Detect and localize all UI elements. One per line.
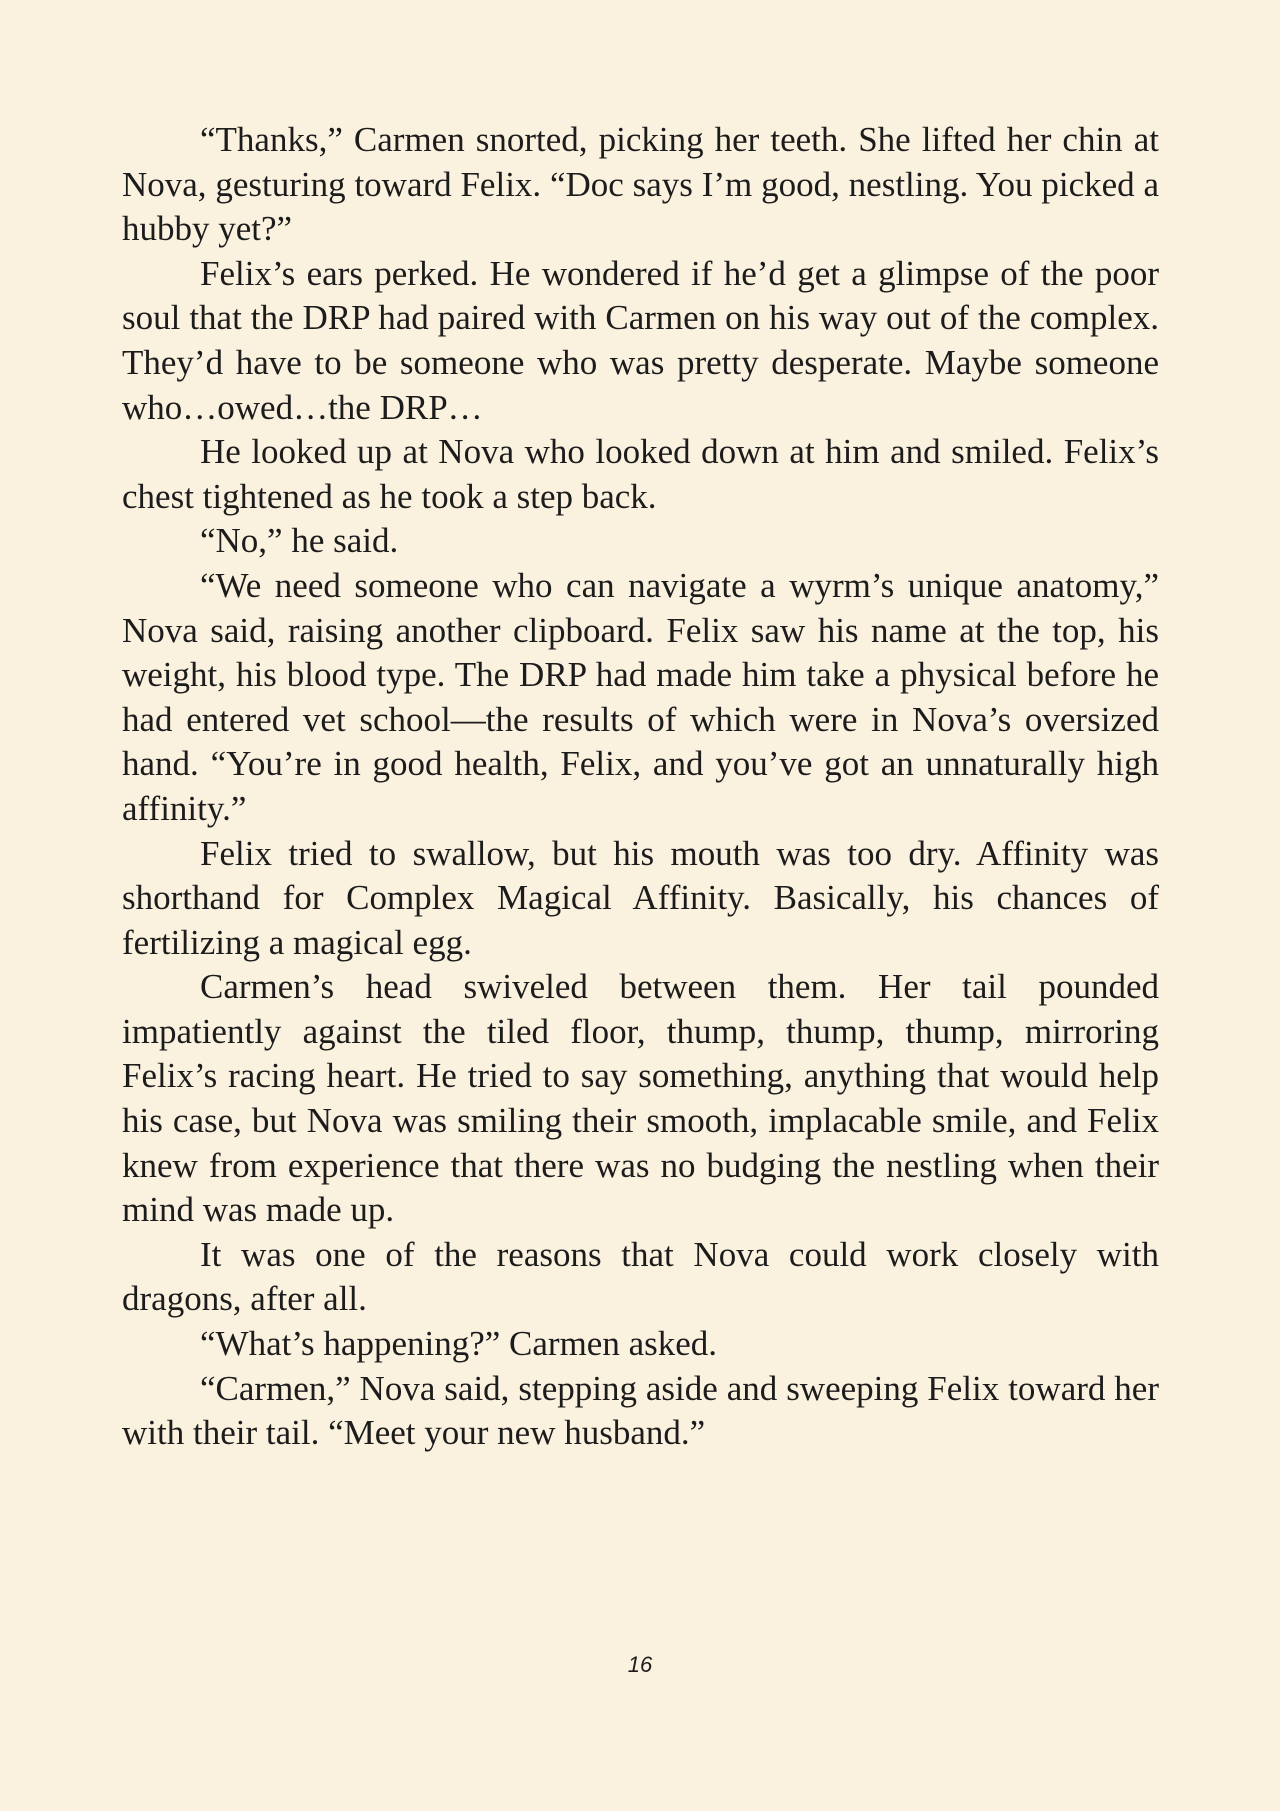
page-number: 16 xyxy=(627,1652,653,1677)
paragraph: He looked up at Nova who looked down at him and smiled. Felix’s chest tightened as he took a step back. xyxy=(122,432,1159,516)
paragraph: “We need someone who can navigate a wyrm’s unique anatomy,” Nova said, raising another clipboard. Felix saw his name at the top, his weight, his blood type. The DRP had made him take a physical before he had entered vet school—the results of which were in Nova’s oversized hand. “You’re in good health, Felix, and you’ve got an unnaturally high affinity.” xyxy=(122,565,1159,828)
paragraph: It was one of the reasons that Nova could work closely with dragons, after all. xyxy=(122,1234,1159,1319)
body-text xyxy=(122,118,1159,1456)
paragraph: “No,” he said. xyxy=(200,521,399,561)
paragraph: Felix’s ears perked. He wondered if he’d get a glimpse of the poor soul that the DRP had paired with Carmen on his way out of the complex. They’d have to be someone who was pretty desperate. Maybe someone who…owed…the DRP… xyxy=(122,253,1159,427)
paragraph: “Thanks,” Carmen snorted, picking her teeth. She lifted her chin at Nova, gesturing toward Felix. “Doc says I’m good, nestling. You picked a hubby yet?” xyxy=(122,120,1159,249)
paragraph: “What’s happening?” Carmen asked. xyxy=(200,1324,718,1364)
paragraph: “Carmen,” Nova said, stepping aside and sweeping Felix toward her with their tail. “Meet your new husband.” xyxy=(122,1368,1159,1453)
paragraph: Felix tried to swallow, but his mouth was too dry. Affinity was shorthand for Complex Magical Affinity. Basically, his chances of fertilizing a magical egg. xyxy=(122,833,1159,962)
paragraph: Carmen’s head swiveled between them. Her tail pounded impatiently against the tiled floor, thump, thump, thump, mirroring Felix’s racing heart. He tried to say something, anything that would help his case, but Nova was smiling their smooth, implacable smile, and Felix knew from experience that there was no budging the nestling when their mind was made up. xyxy=(122,967,1159,1230)
